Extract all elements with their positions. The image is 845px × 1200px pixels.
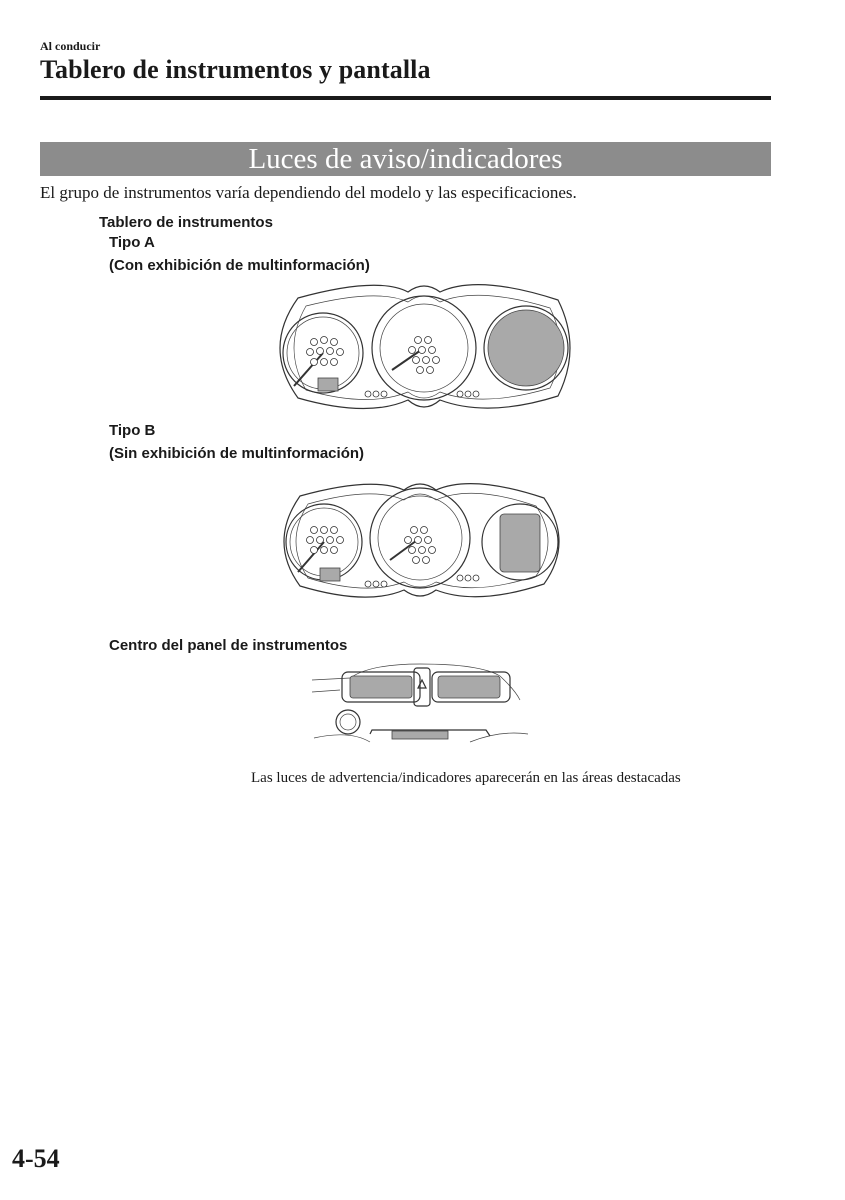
type-b-label: Tipo B — [109, 422, 156, 439]
type-a-note: (Con exhibición de multinformación) — [109, 257, 370, 274]
instrument-cluster-type-b-illustration — [272, 478, 572, 604]
center-panel-heading: Centro del panel de instrumentos — [109, 637, 348, 654]
page-number: 4-54 — [12, 1144, 60, 1173]
type-b-note: (Sin exhibición de multinformación) — [109, 445, 365, 462]
title-rule — [40, 96, 771, 100]
intro-paragraph: El grupo de instrumentos varía dependiendo del modelo y las especificaciones. — [40, 183, 577, 202]
center-panel-illustration — [310, 660, 530, 750]
section-title: Luces de aviso/indicadores — [40, 142, 771, 176]
breadcrumb: Al conducir — [40, 39, 101, 53]
instrument-panel-heading: Tablero de instrumentos — [99, 214, 273, 231]
type-a-label: Tipo A — [109, 234, 155, 251]
page-title: Tablero de instrumentos y pantalla — [40, 55, 431, 84]
instrument-cluster-type-a-illustration — [268, 278, 580, 416]
highlight-caption: Las luces de advertencia/indicadores aparecerán en las áreas destacadas — [251, 770, 681, 786]
